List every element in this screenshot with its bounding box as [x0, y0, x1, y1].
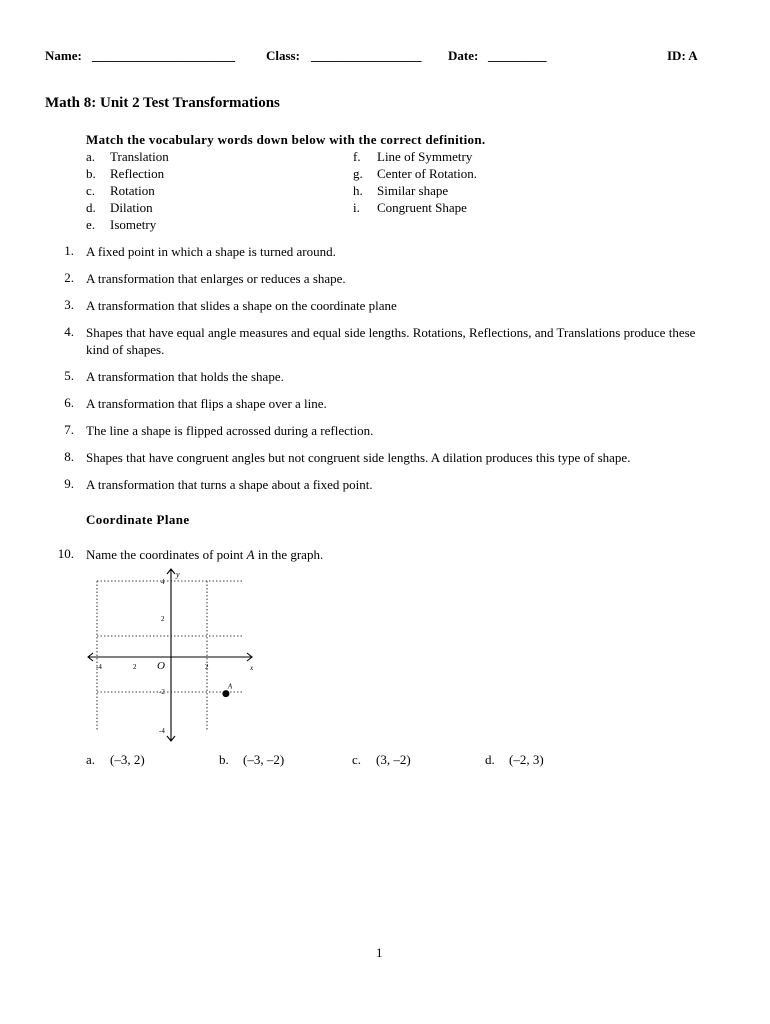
- point-dot: [222, 690, 229, 697]
- question-number: 1.: [64, 243, 74, 258]
- question-number: 10.: [57, 546, 74, 561]
- question-number: 7.: [64, 422, 74, 437]
- page-title: Math 8: Unit 2 Test Transformations: [45, 95, 280, 111]
- grid-lines: [97, 581, 242, 730]
- vocab-word: Reflection: [110, 166, 165, 181]
- vocab-word: Isometry: [110, 217, 157, 232]
- question-number: 5.: [64, 368, 74, 383]
- vocab-word: Center of Rotation.: [377, 166, 478, 181]
- choice-letter: d.: [485, 752, 495, 767]
- choice-letter: b.: [219, 752, 229, 767]
- vocab-instruction: Match the vocabulary words down below with the correct definition.: [86, 132, 486, 147]
- tick-label: 2: [133, 663, 137, 671]
- question-text: Shapes that have congruent angles but not congruent side lengths. A dilation produces this type of shape.: [86, 450, 631, 465]
- question-text: A transformation that slides a shape on the coordinate plane: [86, 298, 397, 313]
- vocab-word: Translation: [110, 149, 169, 164]
- question-text: A transformation that turns a shape about a fixed point.: [86, 477, 373, 492]
- choice-text: (–2, 3): [509, 752, 544, 767]
- choice-letter: c.: [352, 752, 362, 767]
- question-number: 4.: [64, 324, 74, 339]
- vocab-letter: i.: [353, 200, 360, 215]
- x-axis-label: x: [250, 664, 254, 672]
- page-number: 1: [376, 945, 383, 960]
- vocab-word: Rotation: [110, 183, 155, 198]
- choice-text: (3, –2): [376, 752, 411, 767]
- choice-letter: a.: [86, 752, 96, 767]
- tick-label: 2: [161, 615, 165, 623]
- question-text: [86, 546, 716, 563]
- date-label: Date:: [448, 48, 479, 63]
- point-a-marker: [222, 683, 233, 698]
- name-label: Name:: [45, 48, 82, 63]
- tick-label: -4: [96, 663, 102, 671]
- vocab-letter: c.: [86, 183, 96, 198]
- choice-text: (–3, –2): [243, 752, 285, 767]
- question-number: 3.: [64, 297, 74, 312]
- class-blank: _________________: [311, 48, 422, 63]
- question-text-before: Name the coordinates of point: [86, 547, 247, 562]
- question-text: A fixed point in which a shape is turned around.: [86, 244, 336, 259]
- class-label: Class:: [266, 48, 300, 63]
- vocab-letter: d.: [86, 200, 96, 215]
- vocab-letter: g.: [353, 166, 363, 181]
- axis-arrows: [88, 569, 252, 741]
- tick-label: -2: [159, 688, 165, 696]
- question-number: 8.: [64, 449, 74, 464]
- vocab-letter: b.: [86, 166, 96, 181]
- tick-label: 2: [205, 663, 209, 671]
- y-axis-label: y: [176, 570, 180, 579]
- vocab-letter: f.: [353, 149, 361, 164]
- point-label: A: [246, 547, 255, 562]
- choice-text: (–3, 2): [110, 752, 145, 767]
- tick-label: 4: [161, 578, 165, 586]
- coordinate-graph: [80, 565, 265, 747]
- vocab-letter: a.: [86, 149, 96, 164]
- question-text: A transformation that holds the shape.: [86, 369, 284, 384]
- vocab-word: Similar shape: [377, 183, 449, 198]
- vocab-letter: e.: [86, 217, 96, 232]
- question-text: Shapes that have equal angle measures and equal side lengths. Rotations, Reflections, and Translations produce these kind of shapes.: [86, 325, 696, 357]
- vocab-word: Congruent Shape: [377, 200, 467, 215]
- question-number: 6.: [64, 395, 74, 410]
- vocab-word: Dilation: [110, 200, 153, 215]
- question-number: 2.: [64, 270, 74, 285]
- question-text: A transformation that enlarges or reduces a shape.: [86, 271, 346, 286]
- question-number: 9.: [64, 476, 74, 491]
- vocab-word: Line of Symmetry: [377, 149, 473, 164]
- question-text: A transformation that flips a shape over a line.: [86, 396, 327, 411]
- question-text: The line a shape is flipped acrossed during a reflection.: [86, 423, 374, 438]
- date-blank: _________: [488, 48, 547, 63]
- section-title: Coordinate Plane: [86, 512, 190, 527]
- name-blank: ______________________: [92, 48, 235, 63]
- origin-label: O: [157, 660, 165, 672]
- id-label: ID: A: [667, 48, 698, 63]
- point-label: A: [227, 682, 233, 691]
- vocab-letter: h.: [353, 183, 363, 198]
- tick-label: -4: [159, 727, 165, 735]
- question-text-after: in the graph.: [254, 547, 324, 562]
- axes: [88, 569, 252, 741]
